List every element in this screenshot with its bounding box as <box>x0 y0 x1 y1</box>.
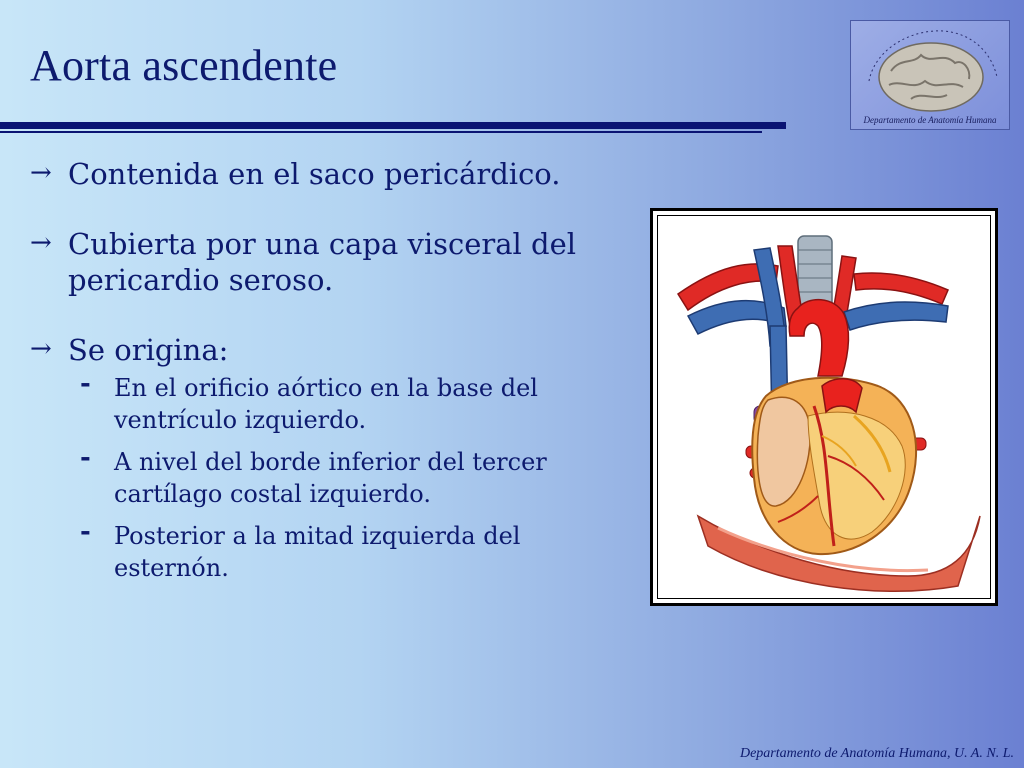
title-rule <box>0 122 786 129</box>
slide-title: Aorta ascendente <box>30 41 338 90</box>
sub-bullet-text: Posterior a la mitad izquierda del esternón. <box>114 522 521 582</box>
sub-bullet-item <box>30 517 630 584</box>
slide-footer: Departamento de Anatomía Humana, U. A. N. L. <box>739 746 1014 761</box>
bullet-list <box>30 156 630 594</box>
logo-caption: Departamento de Anatomía Humana <box>863 115 997 125</box>
department-logo <box>850 20 1010 130</box>
bullet-text: Contenida en el saco pericárdico. <box>68 157 561 191</box>
sub-bullet-item <box>30 369 630 436</box>
arrow-bullet-icon: → <box>30 158 52 188</box>
sub-bullet-item <box>30 443 630 510</box>
bullet-item <box>30 156 630 192</box>
sub-bullet-text: A nivel del borde inferior del tercer cartílago costal izquierdo. <box>114 448 547 508</box>
dash-bullet-icon: - <box>80 443 91 473</box>
heart-illustration <box>657 215 991 599</box>
dash-bullet-icon: - <box>80 369 91 399</box>
bullet-text: Se origina: <box>68 333 229 367</box>
arrow-bullet-icon: → <box>30 228 52 258</box>
dash-bullet-icon: - <box>80 517 91 547</box>
bullet-item <box>30 332 630 368</box>
title-rule-thin <box>0 131 762 133</box>
sub-bullet-text: En el orificio aórtico en la base del ventrículo izquierdo. <box>114 374 538 434</box>
arrow-bullet-icon: → <box>30 334 52 364</box>
bullet-item <box>30 226 630 298</box>
sub-bullet-list <box>30 369 630 584</box>
bullet-text: Cubierta por una capa visceral del pericardio seroso. <box>68 227 577 297</box>
heart-illustration-frame <box>650 208 998 606</box>
